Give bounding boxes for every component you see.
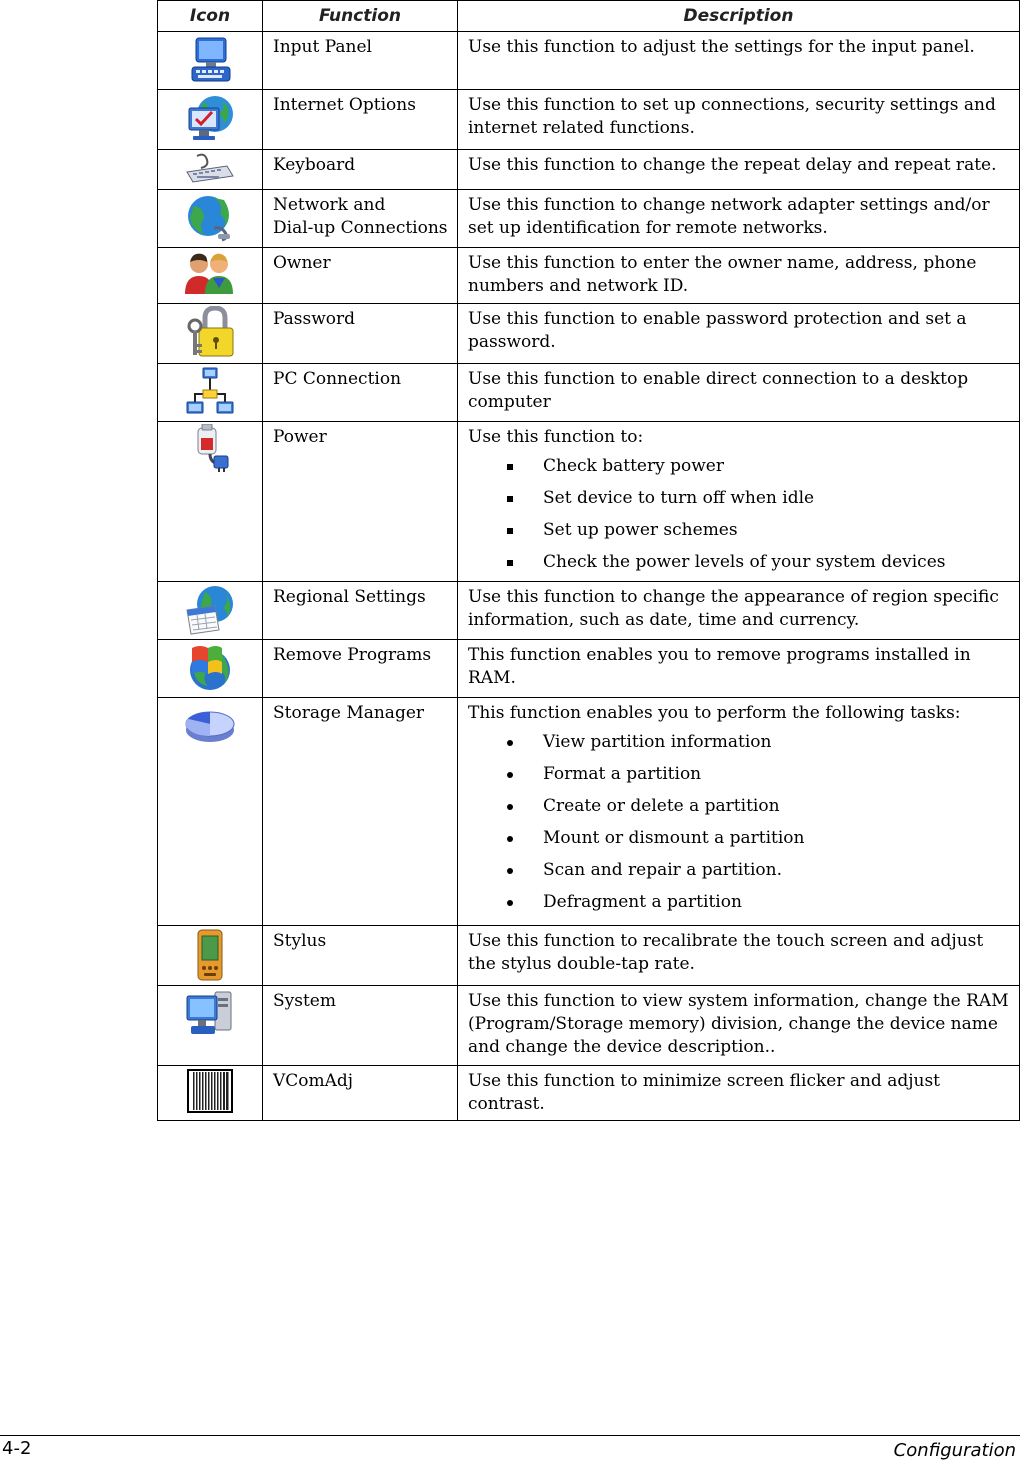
table-row — [158, 304, 1020, 364]
description-input-panel: Use this function to adjust the settings for the input panel. — [458, 32, 1020, 90]
list-item: Create or delete a partition — [468, 795, 1011, 818]
list-item: Check the power levels of your system devices — [468, 551, 1011, 574]
function-network-line2: Dial-up Connections — [273, 218, 448, 238]
description-network: Use this function to change network adapter settings and/or set up identification for remote networks. — [458, 190, 1020, 248]
description-owner: Use this function to enter the owner name, address, phone numbers and network ID. — [458, 248, 1020, 304]
page-number: 4-2 — [2, 1438, 32, 1459]
storage-task-list — [468, 731, 1011, 914]
function-power: Power — [263, 422, 458, 582]
system-computer-icon — [183, 988, 237, 1040]
table-header-row — [158, 1, 1020, 32]
function-owner: Owner — [263, 248, 458, 304]
input-panel-icon — [184, 34, 236, 86]
footer-rule — [0, 1435, 1020, 1436]
pc-connection-icon — [183, 366, 237, 418]
description-pc-connection: Use this function to enable direct connection to a desktop computer — [458, 364, 1020, 422]
table-row — [158, 640, 1020, 698]
list-item: Format a partition — [468, 763, 1011, 786]
password-lock-icon — [183, 306, 237, 360]
table-row — [158, 190, 1020, 248]
table-row — [158, 90, 1020, 150]
description-stylus: Use this function to recalibrate the touch screen and adjust the stylus double-tap rate. — [458, 926, 1020, 986]
list-item: Set up power schemes — [468, 519, 1011, 542]
description-system: Use this function to view system information, change the RAM (Program/Storage memory) division, change the device name and change the device description.. — [458, 986, 1020, 1066]
header-icon: Icon — [158, 1, 263, 32]
function-pc-connection: PC Connection — [263, 364, 458, 422]
description-keyboard: Use this function to change the repeat delay and repeat rate. — [458, 150, 1020, 190]
table-row — [158, 986, 1020, 1066]
stylus-device-icon — [190, 928, 230, 982]
control-panel-table — [157, 0, 1020, 1121]
list-item: Scan and repair a partition. — [468, 859, 1011, 882]
description-vcomadj: Use this function to minimize screen flicker and adjust contrast. — [458, 1066, 1020, 1121]
description-remove-programs: This function enables you to remove programs installed in RAM. — [458, 640, 1020, 698]
list-item: Defragment a partition — [468, 891, 1011, 914]
owner-users-icon — [183, 250, 237, 296]
storage-intro: This function enables you to perform the following tasks: — [468, 703, 961, 723]
table-row — [158, 422, 1020, 582]
function-password: Password — [263, 304, 458, 364]
function-vcomadj: VComAdj — [263, 1066, 458, 1121]
remove-programs-icon — [184, 642, 236, 694]
table-row — [158, 248, 1020, 304]
function-remove-programs: Remove Programs — [263, 640, 458, 698]
function-storage-manager: Storage Manager — [263, 698, 458, 926]
function-input-panel: Input Panel — [263, 32, 458, 90]
list-item: Mount or dismount a partition — [468, 827, 1011, 850]
function-system: System — [263, 986, 458, 1066]
regional-settings-icon — [183, 584, 237, 636]
description-internet-options: Use this function to set up connections, security settings and internet related functions. — [458, 90, 1020, 150]
function-regional-settings: Regional Settings — [263, 582, 458, 640]
section-title: Configuration — [893, 1440, 1016, 1461]
header-description: Description — [458, 1, 1020, 32]
table-row — [158, 150, 1020, 190]
power-plug-icon — [184, 424, 236, 472]
table-row — [158, 926, 1020, 986]
description-password: Use this function to enable password protection and set a password. — [458, 304, 1020, 364]
table-row — [158, 582, 1020, 640]
table-row — [158, 364, 1020, 422]
table-row — [158, 1066, 1020, 1121]
table-row — [158, 698, 1020, 926]
function-network — [263, 190, 458, 248]
list-item: Set device to turn off when idle — [468, 487, 1011, 510]
function-network-line1: Network and — [273, 195, 386, 215]
table-row — [158, 32, 1020, 90]
vcomadj-stripes-icon — [186, 1068, 234, 1114]
storage-manager-icon — [183, 700, 237, 748]
description-storage-manager — [458, 698, 1020, 926]
power-intro: Use this function to: — [468, 427, 644, 447]
list-item: Check battery power — [468, 455, 1011, 478]
function-stylus: Stylus — [263, 926, 458, 986]
network-globe-icon — [184, 192, 236, 244]
function-keyboard: Keyboard — [263, 150, 458, 190]
list-item: View partition information — [468, 731, 1011, 754]
header-function: Function — [263, 1, 458, 32]
internet-options-icon — [183, 92, 237, 146]
power-option-list — [468, 455, 1011, 574]
keyboard-icon — [183, 152, 237, 186]
description-regional-settings: Use this function to change the appearance of region specific information, such as date, time and currency. — [458, 582, 1020, 640]
function-internet-options: Internet Options — [263, 90, 458, 150]
description-power — [458, 422, 1020, 582]
